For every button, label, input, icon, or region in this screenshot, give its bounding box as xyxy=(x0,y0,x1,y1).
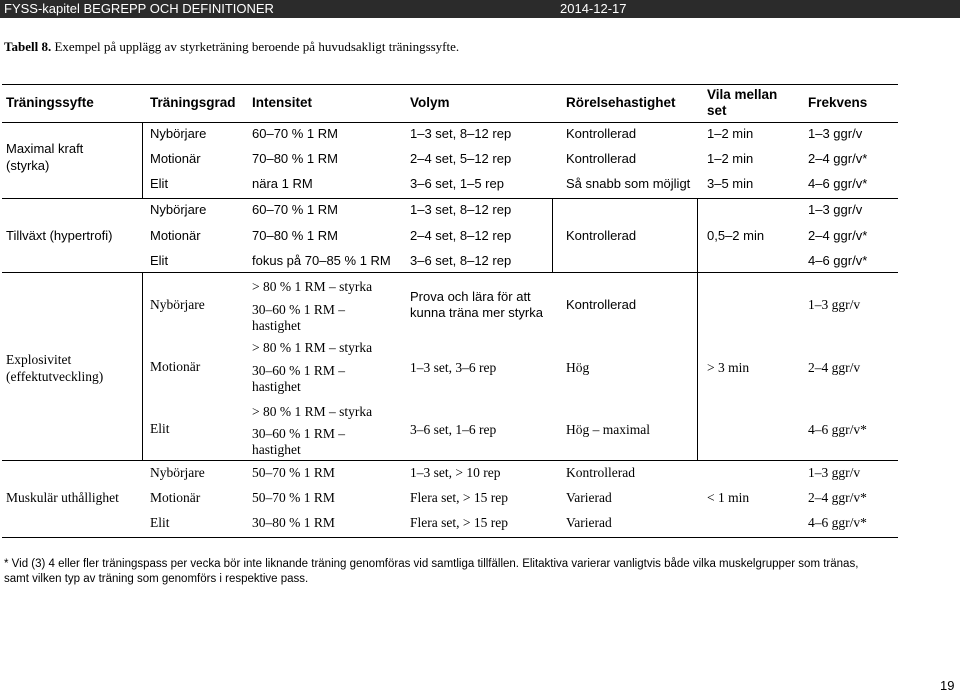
col-header-syfte: Träningssyfte xyxy=(6,95,94,110)
cell-rorelse: Kontrollerad xyxy=(566,465,635,480)
col-header-rorelse: Rörelsehastighet xyxy=(566,95,676,110)
cell-intensitet: 60–70 % 1 RM xyxy=(252,126,338,141)
cell-intensitet: hastighet xyxy=(252,442,301,457)
cell-volym: Prova och lära för att xyxy=(410,289,531,304)
header-title: FYSS-kapitel BEGREPP OCH DEFINITIONER xyxy=(4,1,274,16)
cell-rorelse: Varierad xyxy=(566,490,612,505)
cell-grad: Nybörjare xyxy=(150,297,205,312)
cell-intensitet: 50–70 % 1 RM xyxy=(252,490,335,505)
cell-vila: 1–2 min xyxy=(707,126,754,141)
cell-volym: kunna träna mer styrka xyxy=(410,305,543,320)
col-header-frekvens: Frekvens xyxy=(808,95,868,110)
cell-intensitet: 30–80 % 1 RM xyxy=(252,515,335,530)
cell-grad: Motionär xyxy=(150,228,201,243)
cell-grad: Nybörjare xyxy=(150,126,207,141)
cell-intensitet: 60–70 % 1 RM xyxy=(252,202,338,217)
cell-vila: 0,5–2 min xyxy=(707,228,765,243)
cell-frekvens: 1–3 ggr/v xyxy=(808,465,861,480)
column-divider xyxy=(697,272,698,460)
table-bottom-border xyxy=(2,537,898,538)
cell-vila: 3–5 min xyxy=(707,176,754,191)
cell-rorelse: Så snabb som möjligt xyxy=(566,176,691,191)
cell-intensitet: 30–60 % 1 RM – xyxy=(252,363,346,378)
cell-frekvens: 4–6 ggr/v* xyxy=(808,176,868,191)
syfte-tillvaxt: Tillväxt (hypertrofi) xyxy=(6,228,113,243)
cell-rorelse: Kontrollerad xyxy=(566,126,637,141)
cell-grad: Elit xyxy=(150,176,169,191)
cell-volym: 1–3 set, > 10 rep xyxy=(410,465,501,480)
cell-frekvens: 1–3 ggr/v xyxy=(808,202,863,217)
cell-rorelse: Hög xyxy=(566,360,590,375)
cell-grad: Elit xyxy=(150,515,170,530)
cell-intensitet: > 80 % 1 RM – styrka xyxy=(252,404,373,419)
cell-intensitet: 70–80 % 1 RM xyxy=(252,151,338,166)
cell-volym: Flera set, > 15 rep xyxy=(410,490,508,505)
cell-frekvens: 4–6 ggr/v* xyxy=(808,422,867,437)
cell-intensitet: hastighet xyxy=(252,379,301,394)
cell-frekvens: 2–4 ggr/v* xyxy=(808,151,868,166)
column-divider xyxy=(697,198,698,272)
footnote-line: samt vilken typ av träning som genomförs i respektive pass. xyxy=(4,573,309,585)
cell-volym: 2–4 set, 5–12 rep xyxy=(410,151,512,166)
group-divider xyxy=(2,460,898,461)
cell-rorelse: Kontrollerad xyxy=(566,151,637,166)
cell-frekvens: 2–4 ggr/v* xyxy=(808,228,868,243)
syfte-maximal-kraft: Maximal kraft xyxy=(6,141,84,156)
syfte-maximal-kraft-sub: (styrka) xyxy=(6,158,50,173)
cell-frekvens: 4–6 ggr/v* xyxy=(808,515,867,530)
cell-volym: 3–6 set, 1–5 rep xyxy=(410,176,504,191)
group-divider xyxy=(2,272,898,273)
cell-rorelse: Varierad xyxy=(566,515,612,530)
cell-intensitet: 30–60 % 1 RM – xyxy=(252,302,346,317)
page-number: 19 xyxy=(940,678,955,693)
cell-rorelse: Kontrollerad xyxy=(566,297,637,312)
cell-frekvens: 2–4 ggr/v* xyxy=(808,490,867,505)
table-caption xyxy=(4,39,459,55)
cell-intensitet: nära 1 RM xyxy=(252,176,313,191)
column-divider xyxy=(142,272,143,460)
caption-text: Exempel på upplägg av styrketräning beroende på huvudsakligt träningssyfte. xyxy=(51,39,460,54)
header-date: 2014-12-17 xyxy=(560,1,627,16)
syfte-explosivitet-sub: (effektutveckling) xyxy=(6,369,104,384)
cell-volym: 1–3 set, 8–12 rep xyxy=(410,126,512,141)
cell-intensitet: 30–60 % 1 RM – xyxy=(252,426,346,441)
col-header-intensitet: Intensitet xyxy=(252,95,313,110)
cell-volym: 1–3 set, 8–12 rep xyxy=(410,202,512,217)
cell-volym: 1–3 set, 3–6 rep xyxy=(410,360,497,375)
cell-grad: Elit xyxy=(150,253,169,268)
cell-rorelse: Hög – maximal xyxy=(566,422,650,437)
cell-intensitet: 70–80 % 1 RM xyxy=(252,228,338,243)
cell-volym: 3–6 set, 1–6 rep xyxy=(410,422,497,437)
column-divider xyxy=(142,122,143,198)
column-divider xyxy=(552,198,553,272)
cell-frekvens: 1–3 ggr/v xyxy=(808,297,861,312)
table-footnote xyxy=(4,557,954,587)
header-bottom-border xyxy=(2,122,898,123)
cell-intensitet: hastighet xyxy=(252,318,301,333)
cell-vila: > 3 min xyxy=(707,360,750,375)
cell-grad: Elit xyxy=(150,421,170,436)
cell-vila: 1–2 min xyxy=(707,151,754,166)
cell-intensitet: fokus på 70–85 % 1 RM xyxy=(252,253,391,268)
cell-intensitet: > 80 % 1 RM – styrka xyxy=(252,279,373,294)
table-top-border xyxy=(2,84,898,85)
cell-frekvens: 2–4 ggr/v xyxy=(808,360,861,375)
syfte-uthallighet: Muskulär uthållighet xyxy=(6,490,119,505)
syfte-explosivitet: Explosivitet xyxy=(6,352,72,367)
footnote-line: * Vid (3) 4 eller fler träningspass per vecka bör inte liknande träning genomföras vid samtliga tillfällen. Elitaktiva varierar vanligtvis både vilka muskelgrupper som tränas, xyxy=(4,558,859,570)
cell-grad: Motionär xyxy=(150,490,201,505)
cell-volym: 2–4 set, 8–12 rep xyxy=(410,228,512,243)
col-header-vila: Vila mellan xyxy=(707,87,778,102)
col-header-volym: Volym xyxy=(410,95,450,110)
cell-grad: Nybörjare xyxy=(150,465,205,480)
cell-frekvens: 4–6 ggr/v* xyxy=(808,253,868,268)
col-header-vila-set: set xyxy=(707,103,727,118)
col-header-grad: Träningsgrad xyxy=(150,95,236,110)
cell-grad: Motionär xyxy=(150,151,201,166)
page-header xyxy=(0,0,960,18)
cell-volym: 3–6 set, 8–12 rep xyxy=(410,253,512,268)
caption-label: Tabell 8. xyxy=(4,39,52,54)
cell-grad: Motionär xyxy=(150,359,201,374)
cell-vila: < 1 min xyxy=(707,490,750,505)
cell-frekvens: 1–3 ggr/v xyxy=(808,126,863,141)
cell-intensitet: 50–70 % 1 RM xyxy=(252,465,335,480)
cell-grad: Nybörjare xyxy=(150,202,207,217)
cell-volym: Flera set, > 15 rep xyxy=(410,515,508,530)
cell-rorelse: Kontrollerad xyxy=(566,228,637,243)
group-divider xyxy=(2,198,898,199)
cell-intensitet: > 80 % 1 RM – styrka xyxy=(252,340,373,355)
